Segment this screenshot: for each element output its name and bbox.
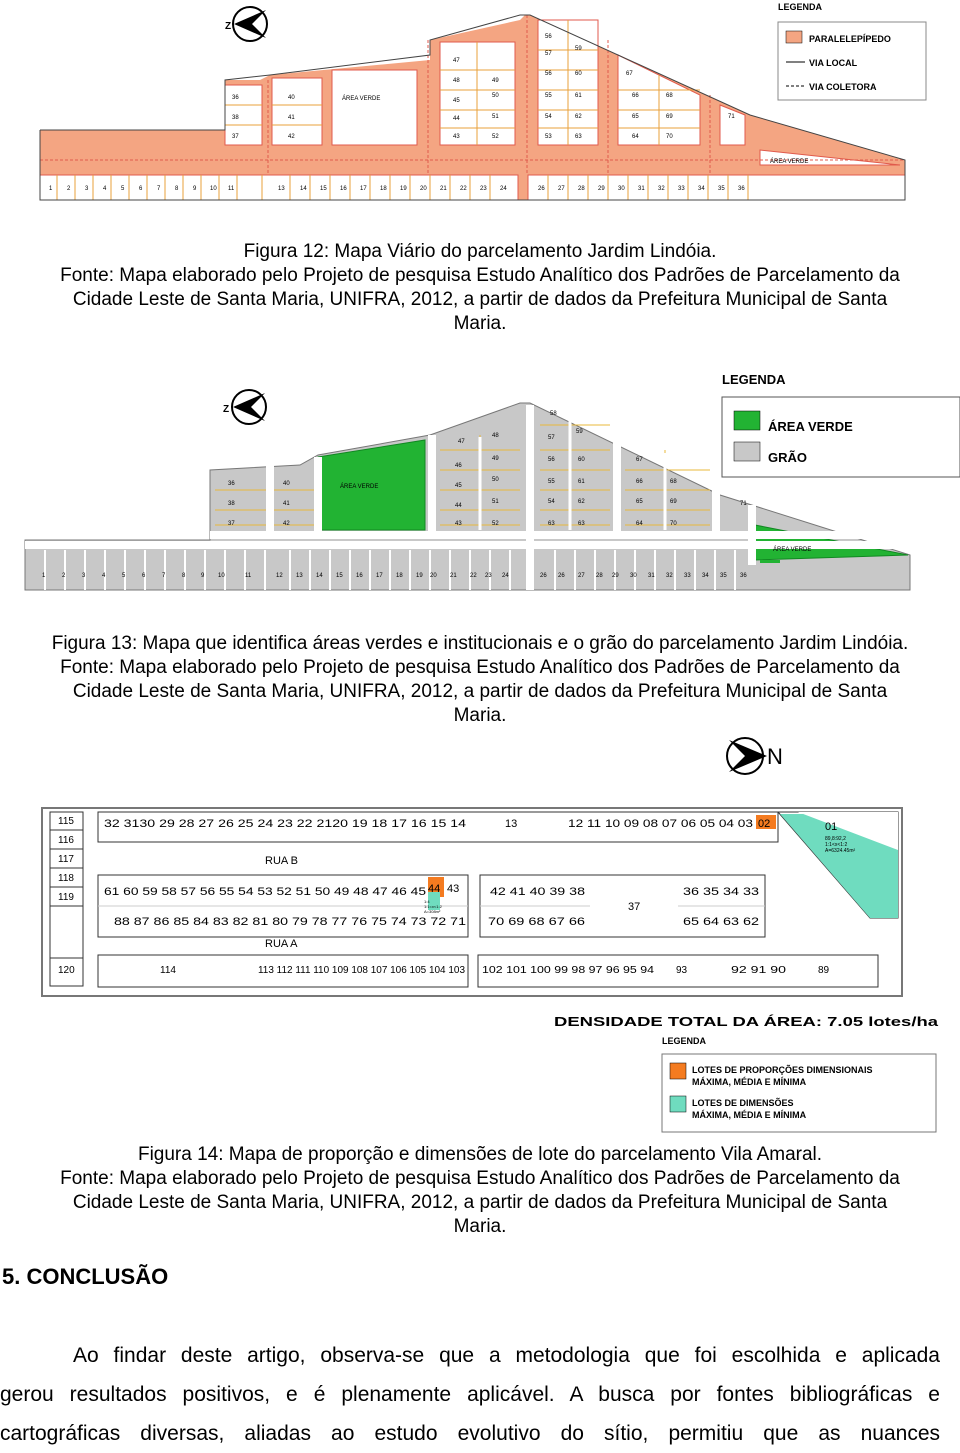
legend-title: LEGENDA bbox=[722, 372, 786, 387]
svg-text:57: 57 bbox=[548, 435, 555, 441]
svg-text:54: 54 bbox=[545, 114, 552, 120]
svg-text:3: 3 bbox=[82, 573, 86, 579]
svg-text:20: 20 bbox=[420, 186, 427, 192]
svg-text:48: 48 bbox=[453, 78, 460, 84]
svg-text:24: 24 bbox=[500, 186, 507, 192]
svg-text:4: 4 bbox=[103, 186, 107, 192]
svg-text:67: 67 bbox=[626, 71, 633, 77]
svg-text:49: 49 bbox=[492, 78, 499, 84]
svg-text:1: 1 bbox=[42, 573, 46, 579]
svg-text:7: 7 bbox=[162, 573, 166, 579]
svg-text:2: 2 bbox=[67, 186, 71, 192]
svg-text:65: 65 bbox=[636, 499, 643, 505]
svg-text:120: 120 bbox=[58, 965, 75, 976]
svg-text:27: 27 bbox=[558, 186, 565, 192]
svg-text:21: 21 bbox=[450, 573, 457, 579]
svg-text:36: 36 bbox=[738, 186, 745, 192]
svg-text:44: 44 bbox=[453, 116, 460, 122]
svg-text:40: 40 bbox=[288, 95, 295, 101]
svg-text:31: 31 bbox=[648, 573, 655, 579]
svg-text:92 91 90: 92 91 90 bbox=[731, 965, 787, 976]
svg-text:17: 17 bbox=[376, 573, 383, 579]
svg-text:7: 7 bbox=[157, 186, 161, 192]
svg-text:47: 47 bbox=[458, 439, 465, 445]
svg-text:Z: Z bbox=[225, 21, 232, 32]
svg-text:88 87 86 85 84 83 82 81 80 79: 88 87 86 85 84 83 82 81 80 79 78 77 76 75 74 73 72 71 bbox=[114, 916, 466, 928]
legend-dimension-line-1: LOTES DE DIMENSÕES bbox=[692, 1098, 794, 1108]
svg-text:5: 5 bbox=[121, 186, 125, 192]
figure-14-caption: Figura 14: Mapa de proporção e dimensões de lote do parcelamento Vila Amaral. Fonte: Mapa elaborado pelo Projeto de pesquisa Estudo Analítico dos Padrões de Parcelamento da Cidade Leste de Santa Maria, UNIFRA, 2012, a partir de dados da Prefeitura Municipal de Santa Maria. bbox=[60, 1144, 900, 1237]
svg-text:55: 55 bbox=[548, 479, 555, 485]
legend-paralelepipedo: PARALELEPÍPEDO bbox=[809, 34, 891, 44]
svg-text:38: 38 bbox=[232, 115, 239, 121]
figure-14-map bbox=[0, 730, 960, 1140]
svg-text:32 3130 29 28 27 26 25 24 23 2: 32 3130 29 28 27 26 25 24 23 22 2120 19 18 17 16 15 14 bbox=[104, 818, 466, 830]
figure-13-map bbox=[0, 365, 960, 595]
svg-text:8: 8 bbox=[182, 573, 186, 579]
density-text: DENSIDADE TOTAL DA ÁREA: 7.05 lotes/ha bbox=[554, 1014, 940, 1029]
svg-text:67: 67 bbox=[636, 457, 643, 463]
svg-text:A=308m²: A=308m² bbox=[424, 909, 441, 914]
svg-text:63: 63 bbox=[548, 521, 555, 527]
area-verde-label: ÁREA VERDE bbox=[340, 484, 379, 490]
svg-text:62: 62 bbox=[578, 499, 585, 505]
svg-text:20: 20 bbox=[430, 573, 437, 579]
svg-text:50: 50 bbox=[492, 93, 499, 99]
svg-text:2: 2 bbox=[62, 573, 66, 579]
rua-b-label: RUA B bbox=[265, 855, 299, 867]
legend-proportion-line-2: MÁXIMA, MÉDIA E MÍNIMA bbox=[692, 1077, 807, 1087]
svg-text:4: 4 bbox=[102, 573, 106, 579]
legend-title: LEGENDA bbox=[662, 1036, 707, 1046]
svg-text:42: 42 bbox=[288, 134, 295, 140]
svg-text:47: 47 bbox=[453, 58, 460, 64]
svg-text:89,8:92,2: 89,8:92,2 bbox=[825, 836, 846, 842]
svg-text:63: 63 bbox=[575, 134, 582, 140]
svg-text:3: 3 bbox=[85, 186, 89, 192]
svg-text:69: 69 bbox=[666, 114, 673, 120]
svg-text:19: 19 bbox=[416, 573, 423, 579]
svg-text:70 69 68 67 66: 70 69 68 67 66 bbox=[488, 916, 585, 928]
legend-grao: GRÃO bbox=[768, 450, 807, 465]
svg-text:42 41 40 39 38: 42 41 40 39 38 bbox=[490, 886, 585, 898]
svg-text:10: 10 bbox=[218, 573, 225, 579]
svg-text:19: 19 bbox=[400, 186, 407, 192]
svg-text:14: 14 bbox=[300, 186, 307, 192]
rua-a-label: RUA A bbox=[265, 938, 298, 950]
svg-text:28: 28 bbox=[578, 186, 585, 192]
paragraph-line-3: cartográficas diversas, aliadas ao estudo evolutivo do sítio, permitiu que as nuances bbox=[0, 1422, 940, 1445]
svg-text:41: 41 bbox=[288, 115, 295, 121]
svg-text:13: 13 bbox=[505, 818, 518, 830]
svg-text:70: 70 bbox=[670, 521, 677, 527]
svg-text:49: 49 bbox=[492, 456, 499, 462]
area-verde-label-2: ÁREA VERDE bbox=[773, 547, 812, 553]
svg-text:1:1<x<1:2: 1:1<x<1:2 bbox=[825, 842, 848, 848]
svg-text:57: 57 bbox=[545, 51, 552, 57]
svg-text:9: 9 bbox=[193, 186, 197, 192]
svg-text:34: 34 bbox=[702, 573, 709, 579]
svg-text:59: 59 bbox=[575, 46, 582, 52]
svg-text:12: 12 bbox=[276, 573, 283, 579]
svg-text:A=6324.45m²: A=6324.45m² bbox=[825, 848, 856, 854]
paragraph-line-1: Ao findar deste artigo, observa-se que a metodologia que foi escolhida e aplicada bbox=[73, 1344, 940, 1367]
svg-text:113 112 111 110 109 108 107 10: 113 112 111 110 109 108 107 106 105 104 103 bbox=[258, 965, 466, 976]
svg-text:8: 8 bbox=[175, 186, 179, 192]
svg-text:62: 62 bbox=[575, 114, 582, 120]
svg-text:64: 64 bbox=[632, 134, 639, 140]
svg-text:16: 16 bbox=[356, 573, 363, 579]
svg-text:61: 61 bbox=[578, 479, 585, 485]
svg-text:65 64 63 62: 65 64 63 62 bbox=[683, 916, 759, 928]
svg-text:68: 68 bbox=[666, 93, 673, 99]
svg-text:N: N bbox=[767, 744, 783, 769]
svg-text:26: 26 bbox=[538, 186, 545, 192]
svg-text:32: 32 bbox=[658, 186, 665, 192]
svg-text:26: 26 bbox=[540, 573, 547, 579]
legend-via-coletora: VIA COLETORA bbox=[809, 82, 877, 92]
svg-text:36: 36 bbox=[228, 481, 235, 487]
svg-text:31: 31 bbox=[638, 186, 645, 192]
svg-text:55: 55 bbox=[545, 93, 552, 99]
svg-text:116: 116 bbox=[58, 835, 74, 846]
svg-text:115: 115 bbox=[58, 816, 74, 827]
svg-text:6: 6 bbox=[142, 573, 146, 579]
svg-text:93: 93 bbox=[676, 965, 688, 976]
svg-text:52: 52 bbox=[492, 134, 499, 140]
svg-text:35: 35 bbox=[720, 573, 727, 579]
svg-text:23: 23 bbox=[485, 573, 492, 579]
svg-text:71: 71 bbox=[740, 501, 747, 507]
svg-text:10: 10 bbox=[210, 186, 217, 192]
section-heading: 5. CONCLUSÃO bbox=[2, 1264, 169, 1289]
legend-dimension-line-2: MÁXIMA, MÉDIA E MÍNIMA bbox=[692, 1110, 807, 1120]
svg-text:01: 01 bbox=[825, 821, 838, 833]
svg-text:63: 63 bbox=[578, 521, 585, 527]
area-verde-label-2: ÁREA VERDE bbox=[770, 159, 809, 165]
svg-text:53: 53 bbox=[545, 134, 552, 140]
svg-text:51: 51 bbox=[492, 499, 499, 505]
svg-text:66: 66 bbox=[632, 93, 639, 99]
svg-text:26: 26 bbox=[558, 573, 565, 579]
svg-text:119: 119 bbox=[58, 892, 74, 903]
svg-text:64: 64 bbox=[636, 521, 643, 527]
svg-text:29: 29 bbox=[598, 186, 605, 192]
svg-text:60: 60 bbox=[575, 71, 582, 77]
north-arrow-icon bbox=[223, 390, 266, 424]
area-verde-label: ÁREA VERDE bbox=[342, 96, 381, 102]
svg-text:48: 48 bbox=[492, 433, 499, 439]
svg-text:45: 45 bbox=[455, 483, 462, 489]
svg-text:29: 29 bbox=[612, 573, 619, 579]
svg-text:27: 27 bbox=[578, 573, 585, 579]
north-arrow-icon bbox=[225, 7, 267, 41]
svg-text:1:1<x<1:2: 1:1<x<1:2 bbox=[424, 904, 442, 909]
svg-text:56: 56 bbox=[548, 457, 555, 463]
svg-text:69: 69 bbox=[670, 499, 677, 505]
svg-text:33: 33 bbox=[684, 573, 691, 579]
svg-text:13: 13 bbox=[278, 186, 285, 192]
legend-proportion-line-1: LOTES DE PROPORÇÕES DIMENSIONAIS bbox=[692, 1065, 873, 1075]
svg-text:44: 44 bbox=[428, 883, 441, 895]
figure-13-caption: Figura 13: Mapa que identifica áreas verdes e institucionais e o grão do parcelamento Jardim Lindóia. Fonte: Mapa elaborado pelo Projeto de pesquisa Estudo Analítico dos Padrões de Parcelamento da Cidade Leste de Santa Maria, UNIFRA, 2012, a partir de dados da Prefeitura Municipal de Santa Maria. bbox=[51, 633, 909, 726]
svg-text:16: 16 bbox=[340, 186, 347, 192]
svg-text:21: 21 bbox=[440, 186, 447, 192]
svg-text:71: 71 bbox=[728, 114, 735, 120]
svg-text:36: 36 bbox=[740, 573, 747, 579]
svg-text:18: 18 bbox=[396, 573, 403, 579]
svg-text:41: 41 bbox=[283, 501, 290, 507]
svg-text:52: 52 bbox=[492, 521, 499, 527]
svg-text:43: 43 bbox=[455, 521, 462, 527]
svg-text:22: 22 bbox=[460, 186, 467, 192]
svg-text:33: 33 bbox=[678, 186, 685, 192]
svg-text:45: 45 bbox=[453, 98, 460, 104]
svg-text:14: 14 bbox=[316, 573, 323, 579]
conclusion-paragraph bbox=[0, 1336, 940, 1453]
svg-text:02: 02 bbox=[758, 818, 771, 830]
svg-text:17: 17 bbox=[360, 186, 367, 192]
svg-text:18: 18 bbox=[380, 186, 387, 192]
svg-text:66: 66 bbox=[636, 479, 643, 485]
svg-text:56: 56 bbox=[545, 71, 552, 77]
legend-area-verde: ÁREA VERDE bbox=[768, 419, 853, 434]
legend-via-local: VIA LOCAL bbox=[809, 58, 858, 68]
svg-text:89: 89 bbox=[818, 965, 830, 976]
legend-title: LEGENDA bbox=[778, 2, 823, 12]
svg-text:5: 5 bbox=[122, 573, 126, 579]
svg-text:1:4: 1:4 bbox=[424, 899, 430, 904]
svg-text:50: 50 bbox=[492, 477, 499, 483]
svg-text:102 101 100 99 98 97 96 95 94: 102 101 100 99 98 97 96 95 94 bbox=[482, 965, 655, 976]
svg-text:13: 13 bbox=[296, 573, 303, 579]
svg-text:37: 37 bbox=[232, 134, 239, 140]
svg-text:11: 11 bbox=[245, 573, 252, 579]
svg-text:40: 40 bbox=[283, 481, 290, 487]
svg-text:44: 44 bbox=[455, 503, 462, 509]
svg-text:51: 51 bbox=[492, 114, 499, 120]
svg-text:43: 43 bbox=[453, 134, 460, 140]
svg-text:61: 61 bbox=[575, 93, 582, 99]
svg-text:118: 118 bbox=[58, 873, 74, 884]
svg-text:54: 54 bbox=[548, 499, 555, 505]
svg-text:30: 30 bbox=[630, 573, 637, 579]
svg-text:38: 38 bbox=[228, 501, 235, 507]
svg-text:65: 65 bbox=[632, 114, 639, 120]
paragraph-line-2: gerou resultados positivos, e é plenamente aplicável. A busca por fontes bibliográficas e bbox=[0, 1383, 940, 1406]
svg-text:117: 117 bbox=[58, 854, 74, 865]
svg-text:15: 15 bbox=[336, 573, 343, 579]
svg-text:12 11 10 09 08 07 06 05 04 03: 12 11 10 09 08 07 06 05 04 03 bbox=[568, 818, 753, 830]
svg-text:37: 37 bbox=[628, 901, 641, 913]
svg-text:70: 70 bbox=[666, 134, 673, 140]
svg-text:59: 59 bbox=[576, 429, 583, 435]
svg-text:1: 1 bbox=[49, 186, 53, 192]
svg-text:68: 68 bbox=[670, 479, 677, 485]
svg-text:56: 56 bbox=[545, 34, 552, 40]
svg-text:32: 32 bbox=[666, 573, 673, 579]
svg-text:35: 35 bbox=[718, 186, 725, 192]
svg-text:58: 58 bbox=[550, 411, 557, 417]
svg-text:36: 36 bbox=[232, 95, 239, 101]
north-arrow-icon bbox=[727, 738, 783, 774]
svg-text:37: 37 bbox=[228, 521, 235, 527]
svg-text:60: 60 bbox=[578, 457, 585, 463]
svg-text:61 60 59 58 57 56 55 54 53 52: 61 60 59 58 57 56 55 54 53 52 51 50 49 48 47 46 45 bbox=[104, 886, 426, 898]
svg-text:36 35 34 33: 36 35 34 33 bbox=[683, 886, 759, 898]
svg-text:114: 114 bbox=[160, 965, 176, 976]
svg-text:22: 22 bbox=[470, 573, 477, 579]
svg-text:42: 42 bbox=[283, 521, 290, 527]
svg-text:28: 28 bbox=[596, 573, 603, 579]
svg-text:Z: Z bbox=[223, 404, 230, 415]
svg-text:15: 15 bbox=[320, 186, 327, 192]
svg-text:43: 43 bbox=[447, 883, 460, 895]
svg-text:6: 6 bbox=[139, 186, 143, 192]
svg-text:24: 24 bbox=[502, 573, 509, 579]
svg-text:23: 23 bbox=[480, 186, 487, 192]
figure-12-caption: Figura 12: Mapa Viário do parcelamento Jardim Lindóia. Fonte: Mapa elaborado pelo Projeto de pesquisa Estudo Analítico dos Padrões de Parcelamento da Cidade Leste de Santa Maria, UNIFRA, 2012, a partir de dados da Prefeitura Municipal de Santa Maria. bbox=[60, 241, 900, 334]
svg-text:34: 34 bbox=[698, 186, 705, 192]
svg-text:9: 9 bbox=[201, 573, 205, 579]
svg-text:46: 46 bbox=[455, 463, 462, 469]
svg-text:30: 30 bbox=[618, 186, 625, 192]
svg-text:11: 11 bbox=[228, 186, 235, 192]
figure-12-map bbox=[0, 0, 960, 210]
